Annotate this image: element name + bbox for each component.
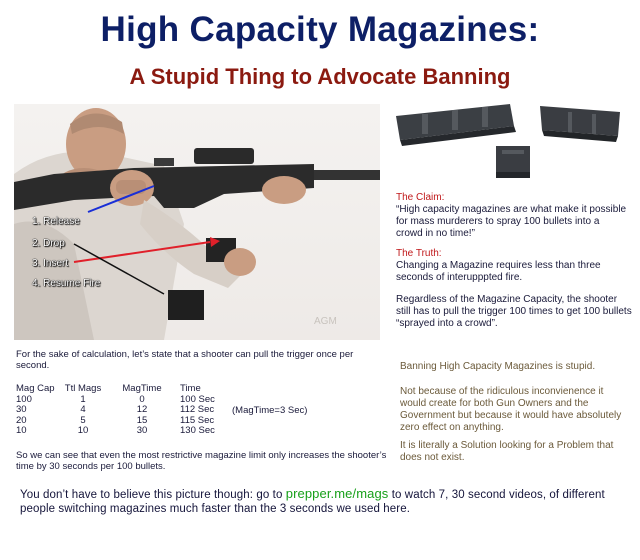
calc-table	[16, 384, 230, 437]
medium-magazine-icon	[540, 106, 620, 142]
magtime-note: (MagTime=3 Sec)	[232, 405, 308, 416]
step-insert: 3. Insert	[32, 258, 69, 269]
claim-text: “High capacity magazines are what make it possible for mass murderers to spray 100 bullets into a crowd in no time!”	[396, 204, 627, 239]
footer-after: to watch 7, 30 second videos, of different people switching magazines much faster than the 3 seconds we used here.	[20, 489, 605, 515]
cell-magtime: 12	[136, 404, 148, 415]
cell-mag-cap: 30	[16, 404, 27, 415]
step-release: 1. Release	[32, 216, 80, 227]
cell-time: 130 Sec	[180, 425, 215, 436]
commentary-conclusion: It is literally a Solution looking for a Problem that does not exist.	[400, 440, 614, 463]
cell-magtime: 0	[139, 393, 145, 405]
shooter-photo	[14, 104, 380, 340]
magazines-image	[392, 96, 630, 188]
table-row	[16, 405, 230, 416]
cell-time: 115 Sec	[180, 414, 215, 426]
prepper-link[interactable]: prepper.me/mags	[285, 486, 389, 501]
cell-mag-cap: 20	[16, 414, 27, 426]
step-drop: 2. Drop	[32, 238, 65, 249]
cell-magtime: 15	[136, 414, 148, 426]
commentary-headline: Banning High Capacity Magazines is stupid.	[400, 361, 596, 372]
table-header-row	[16, 384, 230, 395]
truth-text: Changing a Magazine requires less than three seconds of interupppted fire.	[396, 260, 601, 283]
footer-before: You don’t have to believe this picture though: go to	[20, 489, 286, 501]
cell-magtime: 30	[136, 425, 148, 436]
cell-ttl-mags: 4	[80, 404, 86, 415]
calc-intro: For the sake of calculation, let’s state that a shooter can pull the trigger once per second.	[16, 349, 354, 371]
header-ttl-mags: Ttl Mags	[64, 383, 102, 394]
cell-ttl-mags: 10	[77, 425, 89, 436]
cell-mag-cap: 100	[16, 393, 32, 405]
cell-time: 112 Sec	[180, 404, 215, 415]
commentary-reason: Not because of the ridiculous inconvienence it would create for both Gun Owners and the Government but because it would have absolutely zero effect on anything.	[400, 386, 622, 433]
regardless-text: Regardless of the Magazine Capacity, the shooter still has to pull the trigger 100 times to get 100 bullets “sprayed into a crowd”.	[396, 294, 632, 329]
table-row	[16, 426, 230, 437]
calc-conclusion: So we can see that even the most restrictive magazine limit only increases the shooter’s time by 30 seconds per 100 bullets.	[16, 450, 387, 472]
page-subtitle: A Stupid Thing to Advocate Banning	[129, 64, 511, 89]
claim-heading: The Claim:	[396, 192, 445, 203]
cell-ttl-mags: 5	[80, 414, 86, 426]
step-resume-fire: 4. Resume Fire	[32, 278, 101, 289]
header-mag-cap: Mag Cap	[16, 383, 55, 394]
short-magazine-icon	[496, 146, 530, 178]
cell-time: 100 Sec	[180, 393, 215, 405]
long-magazine-icon	[396, 104, 516, 146]
footer-text	[20, 487, 626, 516]
truth-heading: The Truth:	[396, 248, 442, 259]
cell-ttl-mags: 1	[80, 393, 86, 405]
header-time: Time	[180, 383, 201, 394]
header-magtime: MagTime	[122, 383, 162, 394]
cell-mag-cap: 10	[16, 425, 27, 436]
page-title: High Capacity Magazines:	[100, 10, 540, 49]
photo-watermark: AGM	[314, 316, 337, 327]
